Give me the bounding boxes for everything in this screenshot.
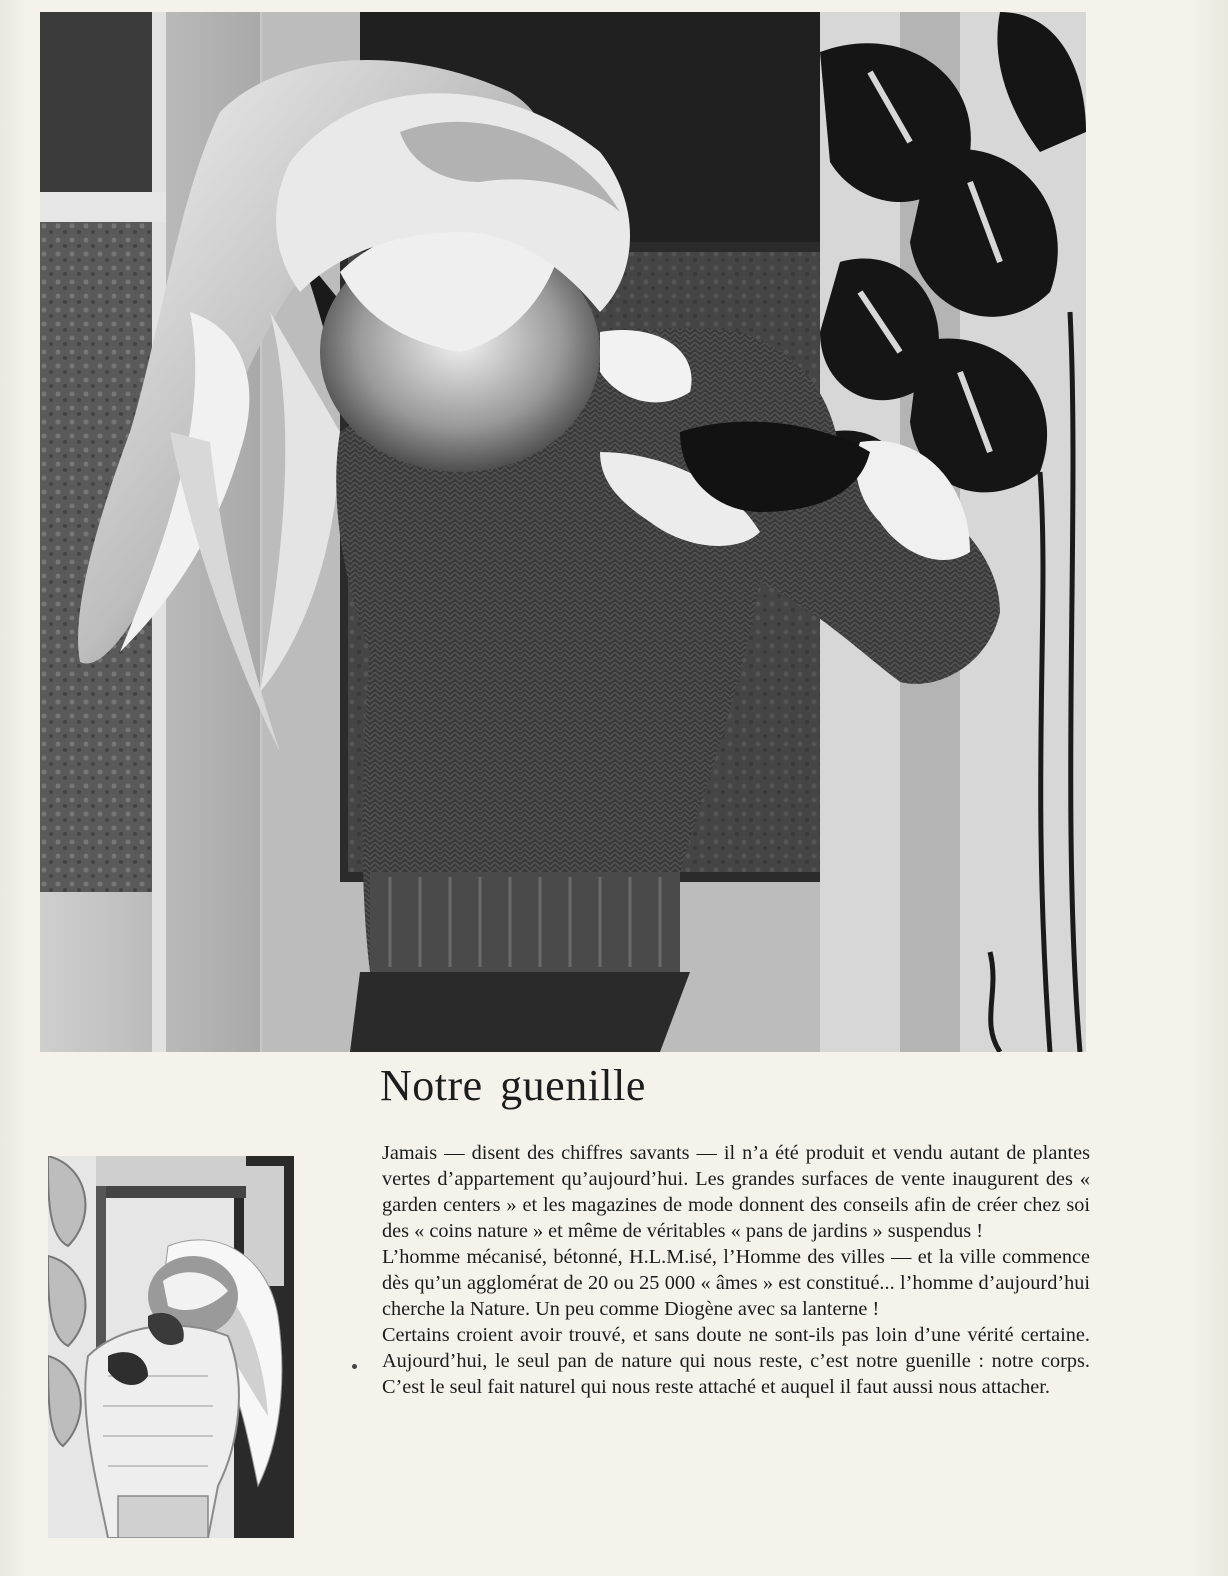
article-headline: Notre guenille [380,1061,646,1110]
article-paragraph: Jamais — disent des chiffres savants — il n’a été produit et vendu autant de plantes vertes d’appartement qu’aujourd’hui. Les grandes surfaces de vente inaugurent des « garden centers » et les magazines de mode donnent des conseils afin de créer chez soi des « coins nature » et même de véritables « pans de jardins » suspendus ! [382,1142,1090,1242]
main-photograph [40,12,1086,1052]
article-paragraph: Certains croient avoir trouvé, et sans doute ne sont-ils pas loin d’une vérité certaine. Aujourd’hui, le seul pan de nature qui nous reste, c’est notre guenille : notre corps. C’est le seul fait naturel qui nous reste attaché et auquel il faut aussi nous attacher. [382,1324,1090,1398]
article-body [382,1140,1090,1400]
article-paragraph: L’homme mécanisé, bétonné, H.L.M.isé, l’Homme des villes — et la ville commence dès qu’un agglomérat de 20 ou 25 000 « âmes » est constitué... l’homme d’aujourd’hui cherche la Nature. Un peu comme Diogène avec sa lanterne ! [382,1246,1090,1320]
stray-ink-dot [352,1364,357,1369]
thumbnail-photograph [48,1156,294,1538]
